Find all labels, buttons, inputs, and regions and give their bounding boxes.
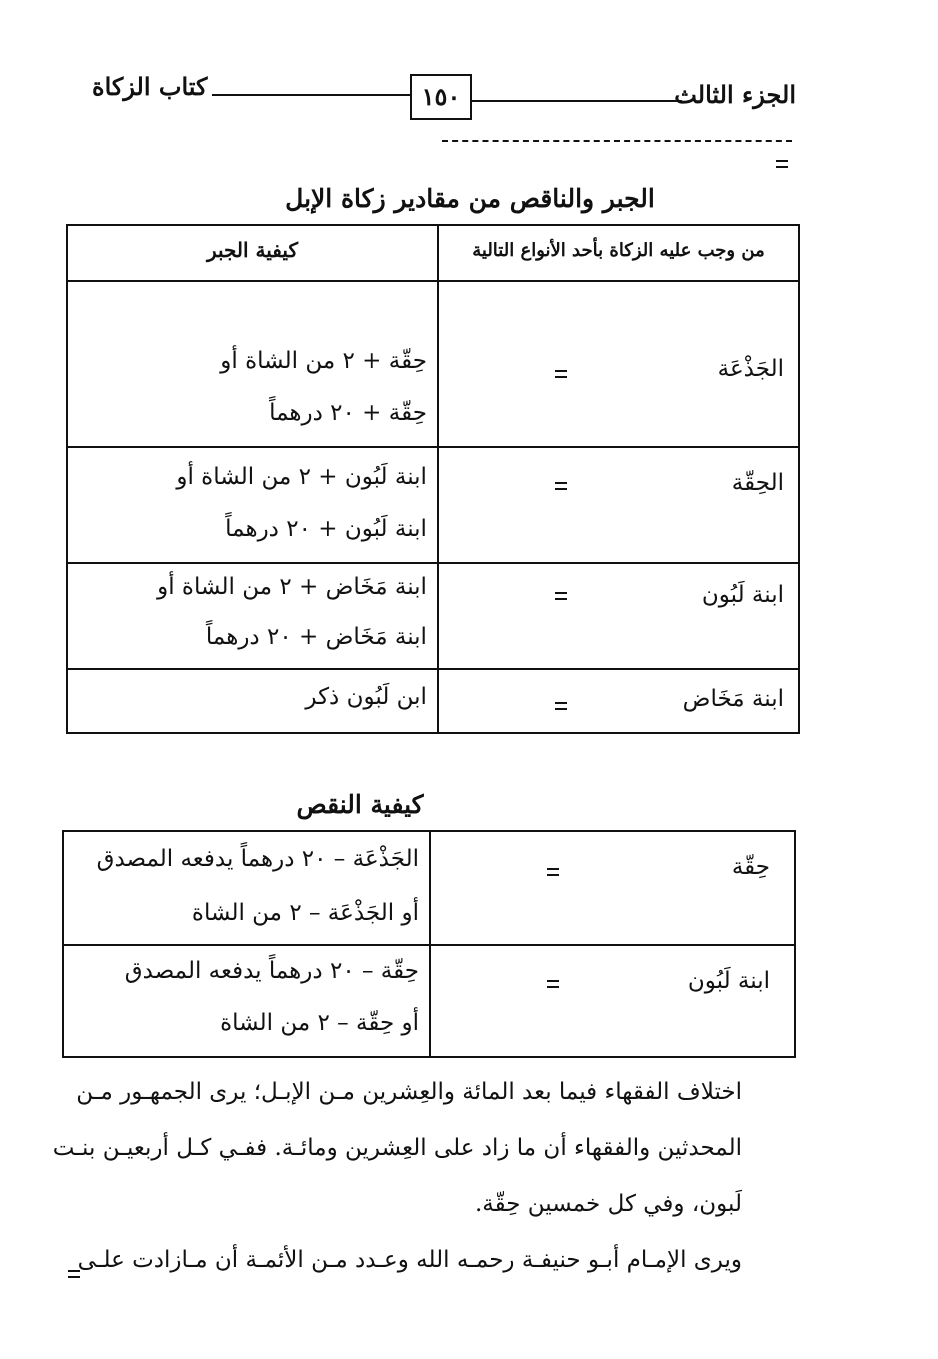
header-cell-method: [67, 225, 438, 281]
reduction-table: [62, 830, 796, 1058]
method-line: ابنة مَخَاض + ٢٠ درهماً: [205, 624, 427, 650]
table-row: [67, 563, 799, 669]
method-line: ابنة لَبُون + ٢ من الشاة أو: [176, 464, 427, 490]
method-line: حِقّة – ٢٠ درهماً يدفعه المصدق: [124, 958, 419, 984]
table-row: [67, 447, 799, 563]
method-cell: [67, 281, 438, 447]
method-cell: [67, 563, 438, 669]
type-label: الحِقّة: [731, 470, 784, 496]
method-line: حِقّة + ٢ من الشاة أو: [220, 348, 427, 374]
type-label: حِقّة: [731, 854, 770, 880]
method-line: ابنة مَخَاض + ٢ من الشاة أو: [157, 574, 427, 600]
dashed-rule: [442, 140, 792, 142]
double-dash-mark: [68, 1270, 80, 1278]
equals-mark: [547, 868, 559, 876]
method-line: ابن لَبُون ذكر: [305, 684, 427, 710]
table-row: [67, 669, 799, 733]
paragraph-line: ويرى الإمـام أبـو حنيفـة رحمـه الله وعـدد مـن الأئمـة أن مـازادت علـى: [77, 1247, 742, 1273]
table-header-row: [67, 225, 799, 281]
method-cell: [67, 447, 438, 563]
page-number: ١٥٠: [410, 74, 472, 120]
equals-mark: [547, 980, 559, 988]
part-title: الجزء الثالث: [674, 80, 796, 109]
type-cell: [438, 281, 799, 447]
method-line: ابنة لَبُون + ٢٠ درهماً: [225, 516, 427, 542]
method-cell: [63, 945, 430, 1057]
header-label-type: من وجب عليه الزكاة بأحد الأنواع التالية: [472, 240, 765, 261]
equals-mark: [555, 702, 567, 710]
paragraph-line: المحدثين والفقهاء أن ما زاد على العِشرين ومائـة. ففـي كـل أربعيـن بنـت: [52, 1135, 742, 1161]
table-row: [63, 945, 795, 1057]
method-cell: [63, 831, 430, 945]
double-dash-mark: [776, 160, 788, 168]
method-line: حِقّة + ٢٠ درهماً: [269, 400, 427, 426]
header-label-method: كيفية الجبر: [206, 238, 298, 262]
type-cell: [438, 563, 799, 669]
table2-title: كيفية النقص: [296, 790, 424, 819]
paragraph-line: لَبون، وفي كل خمسين حِقّة.: [474, 1191, 742, 1217]
type-cell: [438, 447, 799, 563]
body-paragraph: [52, 1064, 742, 1288]
type-label: الجَذْعَة: [717, 356, 784, 382]
method-line: الجَذْعَة – ٢٠ درهماً يدفعه المصدق: [96, 846, 419, 872]
header-cell-type: [438, 225, 799, 281]
table-row: [63, 831, 795, 945]
equals-mark: [555, 482, 567, 490]
type-cell: [430, 831, 795, 945]
equals-mark: [555, 370, 567, 378]
header-rule-right: [472, 100, 682, 102]
type-label: ابنة لَبُون: [701, 582, 784, 608]
method-line: أو حِقّة – ٢ من الشاة: [220, 1010, 419, 1036]
type-label: ابنة مَخَاض: [682, 686, 784, 712]
equals-mark: [555, 592, 567, 600]
type-label: ابنة لَبُون: [687, 968, 770, 994]
book-title: كتاب الزكاة: [92, 72, 208, 101]
table-row: [67, 281, 799, 447]
header-rule-left: [212, 94, 410, 96]
method-cell: [67, 669, 438, 733]
method-line: أو الجَذْعَة – ٢ من الشاة: [191, 900, 419, 926]
compensation-table: [66, 224, 800, 734]
type-cell: [438, 669, 799, 733]
type-cell: [430, 945, 795, 1057]
paragraph-line: اختلاف الفقهاء فيما بعد المائة والعِشرين مـن الإبـل؛ يرى الجمهـور مـن: [76, 1079, 742, 1105]
table1-title: الجبر والناقص من مقادير زكاة الإبل: [285, 184, 655, 213]
